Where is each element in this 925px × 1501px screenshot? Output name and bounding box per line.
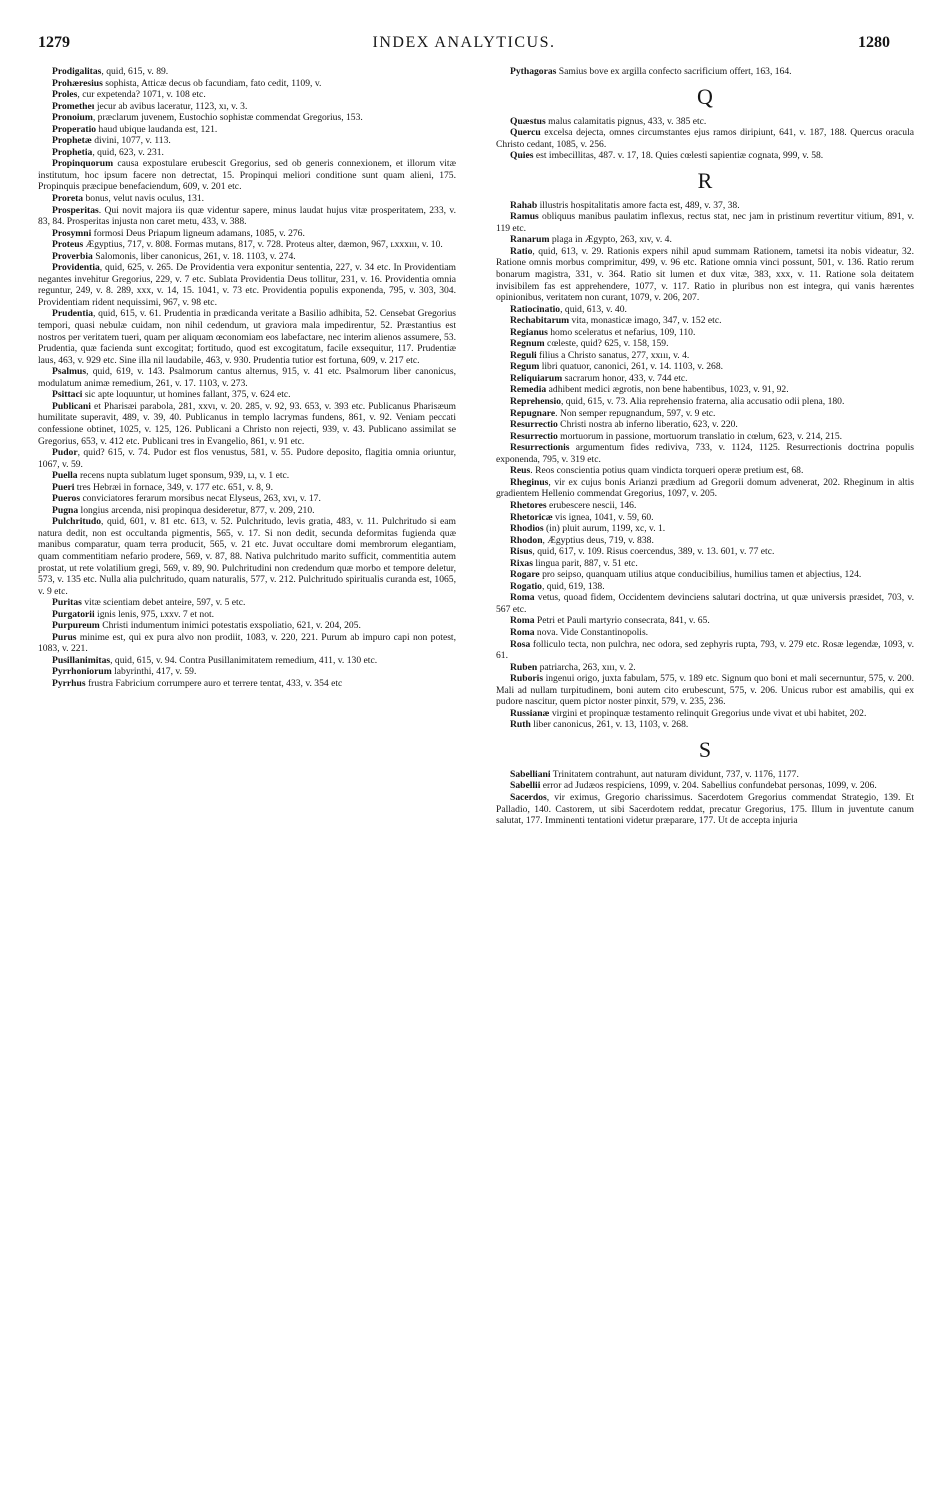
entry-text: sophista, Atticæ decus ob facundiam, fato cedit, 1109, v. bbox=[102, 77, 322, 89]
entry-text: . Non semper repugnandum, 597, v. 9 etc. bbox=[555, 407, 716, 419]
index-entry bbox=[496, 396, 914, 408]
entry-text: plaga in Ægypto, 263, xıv, v. 4. bbox=[549, 234, 672, 246]
index-entry bbox=[38, 401, 456, 447]
entry-headword: Properatio bbox=[52, 123, 97, 135]
entry-headword: Pusillanimitas bbox=[52, 654, 111, 666]
entry-headword: Proverbia bbox=[52, 250, 93, 262]
entry-text: adhibent medici ægrotis, non bene habentibus, 1023, v. 91, 92. bbox=[546, 384, 789, 396]
entry-headword: Roma bbox=[510, 626, 535, 638]
entry-headword: Pueros bbox=[52, 493, 81, 505]
entry-text: jecur ab avibus laceratur, 1123, xı, v. 3. bbox=[94, 100, 248, 112]
index-entry bbox=[496, 234, 914, 246]
entry-text: causa expostulare erubescit Gregorius, sed ob generis connexionem, et illorum vitæ institutum, hoc ipsum facere non detrectat, 15. Propinqui meliori conditione sunt quam alieni, 175. Propinquis præcipue benefaciendum, 609, v. 201 etc. bbox=[38, 158, 456, 193]
index-entry bbox=[38, 493, 456, 505]
entry-text: , quid, 601, v. 81 etc. 613, v. 52. Pulchritudo, levis gratia, 483, v. 11. Pulchritudo si eam natura dedit, non est occultanda pigmentis, 565, v. 17. Si non dedit, secunda deformitas fugienda quæ manibus comparatur, quam terra producit, 565, v. 21 etc. Juvat occultare domi membrorum elegantiam, quam commentitiam nefario prodere, 569, v. 87, 88. Nativa pulchritudo marito sufficit, commentitia autem prostat, ut rete volatilium gregi, 569, v. 89, 90. Pulchritudini non credendum quæ morbo et tempore deletur, 573, v. 135 etc. Nulla alia pulchritudo, quam naturalis, 577, v. 212. Pulchritudo spiritualis curanda est, 1065, v. 9 etc. bbox=[38, 516, 456, 597]
entry-text: , quid, 615, v. 94. Contra Pusillanimitatem remedium, 411, v. 130 etc. bbox=[110, 654, 378, 666]
entry-headword: Reliquiarum bbox=[510, 372, 563, 384]
index-entry bbox=[38, 89, 456, 101]
index-entry bbox=[38, 447, 456, 470]
entry-text: sic apte loquuntur, ut homines fallant, 375, v. 624 etc. bbox=[82, 389, 291, 401]
index-entry bbox=[496, 465, 914, 477]
section-letter: S bbox=[698, 736, 712, 762]
entry-text: est imbecillitas, 487. v. 17, 18. Quies cœlesti sapientiæ cognata, 999, v. 58. bbox=[533, 150, 824, 162]
index-entry bbox=[496, 581, 914, 593]
entry-headword: Proreta bbox=[52, 193, 84, 205]
index-entry bbox=[38, 609, 456, 621]
index-entry bbox=[496, 361, 914, 373]
entry-headword: Rahab bbox=[510, 199, 538, 211]
entry-text: pro seipso, quanquam utilius atque conducibilius, humilius tamen et abjectius, 124. bbox=[539, 569, 862, 581]
index-entry bbox=[496, 546, 914, 558]
entry-text: ignis lenis, 975, ʟxxv. 7 et not. bbox=[94, 608, 215, 620]
entry-text: argumentum fides rediviva, 733, v. 1124, 1125. Resurrectionis doctrina populis exponenda, 795, v. 319 etc. bbox=[496, 442, 914, 465]
entry-text: , quid? 615, v. 74. Pudor est flos venustus, 581, v. 55. Pudore deposito, flagitia omnia oriuntur, 1067, v. 59. bbox=[38, 447, 456, 470]
index-entry bbox=[496, 780, 914, 792]
index-entry bbox=[496, 512, 914, 524]
entry-headword: Sacerdos bbox=[510, 791, 547, 803]
index-entry bbox=[38, 482, 456, 494]
index-entry bbox=[496, 211, 914, 234]
entry-headword: Prophetæ bbox=[52, 135, 92, 147]
entry-text: libri quatuor, canonici, 261, v. 14. 1103, v. 268. bbox=[539, 361, 724, 373]
entry-headword: Puella bbox=[52, 470, 78, 482]
entry-text: liber canonicus, 261, v. 13, 1103, v. 268. bbox=[530, 719, 689, 731]
entry-headword: Rogatio bbox=[510, 580, 542, 592]
entry-headword: Pythagoras bbox=[510, 66, 557, 77]
entry-text: excelsa dejecta, omnes circumstantes ejus ramos diripiunt, 641, v. 187, 188. Quercus oracula Christo cedant, 1085, v. 256. bbox=[496, 127, 914, 150]
entry-headword: Prodigalitas bbox=[52, 66, 102, 77]
entry-headword: Ranarum bbox=[510, 234, 550, 246]
right-column bbox=[496, 66, 914, 827]
entry-text: , vir eximus, Gregorio charissimus. Sacerdotem Gregorius commendat Strategio, 139. Et Palladio, 140. Castorem, ut sibi Sacerdotem reddat, precatur Gregorius, 175. Illum in juventute canum salutat, 177. Imminenti tentationi videtur præparare, 177. Ut de accepta injuria bbox=[496, 791, 914, 827]
entry-text: patriarcha, 263, xııı, v. 2. bbox=[537, 661, 636, 673]
index-entry bbox=[496, 523, 914, 535]
index-entry bbox=[38, 251, 456, 263]
entry-text: , quid, 615, v. 61. Prudentia in prædicanda veritate a Basilio adhibita, 52. Censebat Gregorius tempori, quasi nebulæ cuidam, non nihil cedendum, ut graviora mala impedirentur, 52. Præstantius est nostros per veritatem tueri, quam per aliquam œconomiam eos labefactare, nec interim alienos assumere, 53. Prudentia, quæ facienda sunt excogitat; fortitudo, quod est excogitatum, facile exsequitur, 117. Prudentiæ laus, 463, v. 929 etc. Sine illa nil laudabile, 463, v. 930. Prudentia tutior est fortuna, 609, v. 217 etc. bbox=[38, 308, 456, 366]
entry-text: virgini et propinquæ testamento relinquit Gregorius unde vivat et ubi habitet, 202. bbox=[549, 707, 867, 719]
entry-headword: Regum bbox=[510, 361, 540, 373]
index-entry bbox=[496, 477, 914, 500]
entry-headword: Prosymni bbox=[52, 227, 92, 239]
entry-headword: Purus bbox=[52, 631, 77, 643]
entry-headword: Resurrectionis bbox=[510, 442, 570, 454]
entry-headword: Remedia bbox=[510, 384, 547, 396]
entry-text: mortuorum in passione, mortuorum translatio in cœlum, 623, v. 214, 215. bbox=[557, 430, 843, 442]
entry-text: vitæ scientiam debet anteire, 597, v. 5 etc. bbox=[81, 597, 246, 609]
entry-headword: Pulchritudo bbox=[52, 516, 102, 528]
entry-headword: Proles bbox=[52, 89, 78, 101]
entry-headword: Ruben bbox=[510, 661, 538, 673]
index-entry bbox=[38, 308, 456, 366]
entry-text: , quid, 617, v. 109. Risus coercendus, 389, v. 13. 601, v. 77 etc. bbox=[532, 546, 775, 558]
entry-text: error ad Judæos respiciens, 1099, v. 204. Sabellius confundebat personas, 1099, v. 206. bbox=[540, 780, 877, 792]
index-entry bbox=[496, 615, 914, 627]
entry-text: , quid, 615, v. 73. Alia reprehensio fraterna, alia accusatio odii plena, 180. bbox=[561, 396, 845, 408]
entry-headword: Proteus bbox=[52, 239, 84, 251]
index-entry bbox=[496, 627, 914, 639]
entry-headword: Psittaci bbox=[52, 389, 83, 401]
index-entry bbox=[38, 678, 456, 690]
entry-text: labyrinthi, 417, v. 59. bbox=[111, 666, 197, 678]
entry-text: homo sceleratus et nefarius, 109, 110. bbox=[547, 326, 696, 338]
entry-headword: Repugnare bbox=[510, 407, 556, 419]
index-entry bbox=[38, 389, 456, 401]
entry-headword: Pugna bbox=[52, 504, 79, 516]
index-entry bbox=[38, 505, 456, 517]
entry-text: divini, 1077, v. 113. bbox=[91, 135, 171, 147]
index-entry bbox=[496, 327, 914, 339]
entry-text: (in) pluit aurum, 1199, xc, v. 1. bbox=[543, 523, 666, 535]
entry-text: , quid, 615, v. 89. bbox=[101, 66, 169, 77]
entry-headword: Propinquorum bbox=[52, 158, 114, 170]
index-entry bbox=[496, 662, 914, 674]
entry-text: frustra Fabricium corrumpere auro et terrere tentat, 433, v. 354 etc bbox=[85, 677, 343, 689]
entry-text: , quid, 613, v. 29. Rationis expers nihil apud summam Rationem, tametsi ita nobis videatur, 32. Ratione omnis morbus comprimitur, 499, v. 96 etc. Ratione omnia vinci possunt, 501, v. 136. Ratio rerum bonarum magistra, 331, v. 364. Ratio sit lumen et dux vitæ, 383, xxx, v. 11. Ratione sola deitatem invisibilem fas est apprehendere, 1077, v. 117. Ratio in pluribus non est integra, qui vanis hærentes opinionibus, veritatem non curant, 1079, v. 206, 207. bbox=[496, 245, 914, 304]
entry-text: illustris hospitalitatis amore facta est, 489, v. 37, 38. bbox=[537, 199, 740, 211]
entry-headword: Rixas bbox=[510, 557, 533, 569]
entry-headword: Sabelliani bbox=[510, 768, 551, 780]
entry-headword: Purpureum bbox=[52, 620, 100, 632]
entry-text: ingenui origo, juxta fabulam, 575, v. 189 etc. Signum quo boni et mali secernuntur, 575, v. 200. Mali ad nullam turpitudinem, boni autem cito erubescunt, 575, v. 206. Unicus rubor est amabilis, qui ex pudore nascitur, quem pictor noster pinxit, 579, v. 235, 236. bbox=[496, 673, 914, 708]
entry-text: et Pharisæi parabola, 281, xxvı, v. 20. 285, v. 92, 93. 653, v. 393 etc. Publicanus Pharisæum humilitate superavit, 489, v. 39, 40. Publicanus in templo lacrymas fundens, 861, v. 92. Veniam peccati confessione obtinet, 1025, v. 125, 126. Publicani a Christo non rejecti, 939, v. 43. Publicano assimilat se Gregorius, 653, v. 412 etc. Publicani tres in Evangelio, 861, v. 91 etc. bbox=[38, 400, 456, 447]
index-entry bbox=[38, 666, 456, 678]
index-entry bbox=[38, 124, 456, 136]
entry-headword: Resurrectio bbox=[510, 430, 558, 442]
entry-headword: Reprehensio bbox=[510, 396, 561, 408]
entry-headword: Ratio bbox=[510, 245, 533, 257]
entry-headword: Prohæresius bbox=[52, 77, 103, 89]
entry-text: Ægyptius, 717, v. 808. Formas mutans, 817, v. 728. Proteus alter, dæmon, 967, ʟxxxııı, v. 10. bbox=[83, 239, 443, 251]
page-title: INDEX ANALYTICUS. bbox=[372, 34, 556, 51]
index-entry bbox=[496, 246, 914, 304]
entry-headword: Quercu bbox=[510, 127, 541, 139]
entry-text: longius arcenda, nisi propinqua desideretur, 877, v. 209, 210. bbox=[78, 504, 315, 516]
entry-headword: Purgatorii bbox=[52, 608, 95, 620]
entry-headword: Sabellii bbox=[510, 780, 541, 792]
index-entry bbox=[38, 262, 456, 308]
index-entry bbox=[38, 632, 456, 655]
entry-text: sacrarum honor, 433, v. 744 etc. bbox=[562, 372, 688, 384]
entry-text: , quid, 619, v. 143. Psalmorum cantus alternus, 915, v. 41 etc. Psalmorum liber canonicus, modulatum animæ remedium, 261, v. 17. 1103, v. 273. bbox=[38, 366, 456, 389]
entry-text: Christi indumentum inimici potestatis exspoliatio, 621, v. 204, 205. bbox=[99, 620, 361, 632]
entry-headword: Quies bbox=[510, 150, 534, 162]
index-entry bbox=[496, 116, 914, 128]
index-entry bbox=[38, 597, 456, 609]
index-entry bbox=[496, 558, 914, 570]
page-header bbox=[38, 34, 890, 58]
entry-text: , quid, 613, v. 40. bbox=[560, 303, 627, 315]
index-entry bbox=[38, 366, 456, 389]
entry-headword: Rhodios bbox=[510, 523, 544, 535]
entry-text: , quid, 623, v. 231. bbox=[92, 146, 164, 158]
index-entry bbox=[38, 147, 456, 159]
entry-headword: Quæstus bbox=[510, 115, 546, 127]
entry-headword: Russianæ bbox=[510, 707, 550, 719]
index-entry bbox=[496, 350, 914, 362]
entry-headword: Risus bbox=[510, 546, 533, 558]
entry-text: formosi Deus Priapum ligneum adamans, 1085, v. 276. bbox=[91, 227, 305, 239]
entry-text: bonus, velut navis oculus, 131. bbox=[83, 193, 205, 205]
entry-headword: Prosperitas bbox=[52, 204, 99, 216]
entry-headword: Rogare bbox=[510, 569, 540, 581]
entry-headword: Puritas bbox=[52, 597, 82, 609]
index-entry bbox=[496, 408, 914, 420]
entry-headword: Ruth bbox=[510, 719, 531, 731]
entry-text: Petri et Pauli martyrio consecrata, 841, v. 65. bbox=[534, 615, 710, 627]
entry-text: . Qui novit majora iis quæ videntur sapere, minus laudat hujus vitæ prosperitatem, 233, v. 83, 84. Prosperitas injusta non caret metu, 433, v. 388. bbox=[38, 204, 456, 228]
entry-headword: Prophetia bbox=[52, 146, 93, 158]
index-entry bbox=[496, 373, 914, 385]
index-entry bbox=[496, 431, 914, 443]
entry-headword: Publicani bbox=[52, 400, 91, 412]
entry-headword: Psalmus bbox=[52, 366, 87, 378]
entry-headword: Rosa bbox=[510, 638, 531, 650]
entry-text: filius a Christo sanatus, 277, xxııı, v. 4. bbox=[536, 349, 690, 361]
entry-text: , præclarum juvenem, Eustochio sophistæ commendat Gregorius, 153. bbox=[92, 112, 363, 124]
index-entry bbox=[496, 315, 914, 327]
entry-headword: Regianus bbox=[510, 326, 548, 338]
entry-headword: Rhetoricæ bbox=[510, 511, 553, 523]
entry-headword: Reus bbox=[510, 465, 531, 477]
index-entry bbox=[496, 708, 914, 720]
index-entry bbox=[496, 338, 914, 350]
entry-text: lingua parit, 887, v. 51 etc. bbox=[532, 557, 638, 569]
entry-text: tres Hebræi in fornace, 349, v. 177 etc. 651, v. 8, 9. bbox=[74, 481, 273, 493]
entry-text: , Ægyptius deus, 719, v. 838. bbox=[542, 534, 654, 546]
entry-headword: Ratiocinatio bbox=[510, 303, 561, 315]
entry-headword: Ruboris bbox=[510, 673, 544, 685]
entry-headword: Prometheı bbox=[52, 100, 95, 112]
entry-text: Trinitatem contrahunt, aut naturam dividunt, 737, v. 1176, 1177. bbox=[550, 768, 799, 780]
entry-text: erubescere nescii, 146. bbox=[546, 499, 637, 511]
entry-text: obliquus manibus paulatim inflexus, rectus stat, nec jam in pristinum revertitur vitium, 891, v. 119 etc. bbox=[496, 211, 914, 234]
index-entry bbox=[38, 470, 456, 482]
section-letter: R bbox=[697, 167, 713, 193]
index-entry bbox=[496, 769, 914, 781]
index-entry bbox=[496, 569, 914, 581]
entry-headword: Rhetores bbox=[510, 499, 547, 511]
entry-text: . Reos conscientia potius quam vindicta torqueri operæ pretium est, 68. bbox=[530, 465, 804, 477]
entry-headword: Pyrrhoniorum bbox=[52, 666, 112, 678]
entry-text: nova. Vide Constantinopolis. bbox=[534, 626, 649, 638]
entry-headword: Pyrrhus bbox=[52, 677, 86, 689]
entry-headword: Reguli bbox=[510, 349, 537, 361]
entry-headword: Rheginus bbox=[510, 476, 549, 488]
entry-headword: Prudentia bbox=[52, 308, 94, 320]
index-entry bbox=[38, 239, 456, 251]
index-entry bbox=[38, 205, 456, 228]
entry-text: vita, monasticæ imago, 347, v. 152 etc. bbox=[569, 315, 722, 327]
index-entry bbox=[38, 78, 456, 90]
entry-headword: Providentia bbox=[52, 262, 100, 274]
entry-text: cœleste, quid? 625, v. 158, 159. bbox=[544, 338, 669, 350]
index-entry bbox=[38, 228, 456, 240]
index-entry bbox=[496, 419, 914, 431]
entry-headword: Pronoium bbox=[52, 112, 93, 124]
entry-text: Christi nostra ab inferno liberatio, 623, v. 220. bbox=[557, 419, 738, 431]
entry-text: , quid, 625, v. 265. De Providentia vera exponitur sententia, 227, v. 34 etc. In Providentiam negantes invehitur Gregorius, 229, v. 7 etc. Sublata Providentia Deus tollitur, 231, v. 16. Providentia omnia reguntur, 249, v. 8. 289, xxx, v. 14, 15. 1041, v. 73 etc. Providentia populis exponenda, 795, v. 303, 304. Providentiam rident nequissimi, 967, v. 98 etc. bbox=[38, 262, 456, 308]
entry-headword: Pudor bbox=[52, 447, 78, 459]
index-entry bbox=[496, 127, 914, 150]
index-entry bbox=[496, 442, 914, 465]
index-entry bbox=[496, 66, 914, 78]
entry-text: vis ignea, 1041, v. 59, 60. bbox=[552, 511, 654, 523]
index-entry bbox=[496, 200, 914, 212]
entry-headword: Rhodon bbox=[510, 534, 543, 546]
entry-headword: Pueri bbox=[52, 481, 75, 493]
index-entry bbox=[496, 384, 914, 396]
entry-headword: Roma bbox=[510, 592, 535, 604]
index-entry bbox=[38, 193, 456, 205]
entry-text: folliculo tecta, non pulchra, nec odora, sed zephyris rupta, 793, v. 279 etc. Rosæ legendæ, 1093, v. 61. bbox=[496, 638, 914, 662]
entry-text: Samius bove ex argilla confecto sacrificium offert, 163, 164. bbox=[556, 66, 792, 77]
page-number-right: 1280 bbox=[858, 34, 890, 51]
entry-text: minime est, qui ex pura alvo non prodiit, 1083, v. 220, 221. Purum ab impuro capi non potest, 1083, v. 221. bbox=[38, 631, 456, 655]
index-entry bbox=[496, 150, 914, 162]
entry-text: , cur expetenda? 1071, v. 108 etc. bbox=[77, 89, 206, 101]
index-entry bbox=[38, 66, 456, 78]
entry-text: haud ubique laudanda est, 121. bbox=[96, 123, 218, 135]
page-number-left: 1279 bbox=[38, 34, 70, 51]
section-letter: Q bbox=[697, 83, 713, 109]
index-entry bbox=[38, 158, 456, 193]
index-entry bbox=[496, 535, 914, 547]
entry-text: vetus, quoad fidem, Occidentem devinciens salutari doctrina, ut quæ universis præsidet, 703, v. 567 etc. bbox=[496, 592, 914, 615]
entry-headword: Regnum bbox=[510, 338, 545, 350]
index-entry bbox=[496, 592, 914, 615]
index-entry bbox=[38, 135, 456, 147]
index-entry bbox=[496, 500, 914, 512]
entry-text: , quid, 619, 138. bbox=[541, 580, 605, 592]
index-entry bbox=[38, 620, 456, 632]
left-column bbox=[38, 66, 456, 690]
entry-text: conviciatores ferarum morsibus necat Elyseus, 263, xvı, v. 17. bbox=[80, 493, 321, 505]
index-entry bbox=[496, 639, 914, 662]
index-entry bbox=[38, 655, 456, 667]
entry-text: recens nupta sublatum luget sponsum, 939, ʟı, v. 1 etc. bbox=[77, 470, 290, 482]
entry-headword: Rechabitarum bbox=[510, 315, 570, 327]
entry-headword: Ramus bbox=[510, 211, 539, 223]
entry-text: Salomonis, liber canonicus, 261, v. 18. 1103, v. 274. bbox=[92, 250, 296, 262]
entry-headword: Roma bbox=[510, 615, 535, 627]
index-entry bbox=[496, 673, 914, 708]
entry-headword: Resurrectio bbox=[510, 419, 558, 431]
index-entry bbox=[496, 792, 914, 827]
index-entry bbox=[38, 112, 456, 124]
index-entry bbox=[496, 719, 914, 731]
entry-text: malus calamitatis pignus, 433, v. 385 etc. bbox=[545, 115, 707, 127]
index-entry bbox=[38, 516, 456, 597]
index-entry bbox=[496, 304, 914, 316]
entry-text: , vir ex cujus bonis Arianzi prædium ad Gregorii domum advenerat, 202. Rheginum in altis gradientem Hellenio commendat Gregorius, 1097, v. 205. bbox=[496, 476, 914, 500]
index-entry bbox=[38, 101, 456, 113]
